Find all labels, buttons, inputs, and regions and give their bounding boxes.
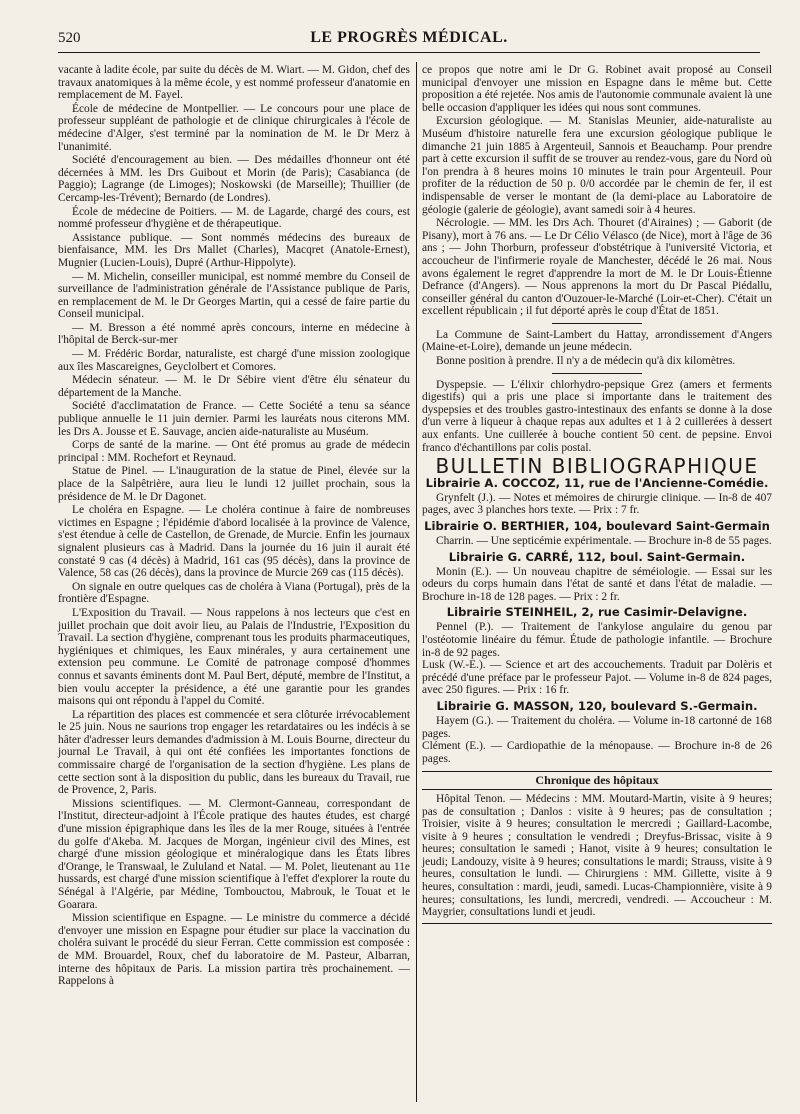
bulletin-title: BULLETIN BIBLIOGRAPHIQUE [435, 454, 759, 479]
chronicle-text: Hôpital Tenon. — Médecins : MM. Moutard-Martin, visite à 9 heures; pas de consultation ; Danlos : visite à 9 heures; pas de consultation ; Troisier, visite à 9 heures; consultation le mercredi ; Gaillard-Lacombe, visite à 9 heures ; consultation le vendredi ; Dreyfus-Brissac, visite à 9 heures; consultation le samedi ; Hanot, visite à 9 heures; consultation le jeudi; Landouzy, visite à 9 heures; consultations le mardi; Strauss, visite à 9 heures, consultation le lundi. — Chirurgiens : MM. Gillette, visite à 9 heures, consultation : mardi, jeudi, samedi. Lucas-Championnière, visite à 9 heures; consultations, les lundi, mercredi, vendredi. — Accoucheur : M. Maygrier, consultations lundi et jeudi. [422, 792, 772, 919]
paragraph: Le choléra en Espagne. — Le choléra continue à faire de nombreuses victimes en Espagne ; l'épidémie d'abord localisée à la province de Valence, s'est étendue à celle de Castellon, de Grenade, de Murcie. Enfin les journaux signalent plusieurs cas à Madrid. Dans la journée du 16 juin il aurait été constaté 9 cas (4 décès) à Madrid, 161 cas (95 décès), dans la province de Valence, 58 cas (26 décès), dans la province de Murcie 269 cas (115 décès). [58, 504, 410, 580]
paragraph: Corps de santé de la marine. — Ont été promus au grade de médecin principal : MM. Rochefort et Reynaud. [58, 439, 410, 464]
column-divider [416, 62, 417, 1102]
paragraph: Société d'encouragement au bien. — Des médailles d'honneur ont été décernées à MM. les Drs Guibout et Morin (de Paris); Casabianca (de Paggio); Lagrange (de Limoges); Noskowski (de Marseille); Thuillier (de Cercamp-les-Trévent); Bernardo (de Londres). [58, 154, 410, 204]
paragraph: L'Exposition du Travail. — Nous rappelons à nos lecteurs que c'est en juillet prochain que doit avoir lieu, au Palais de l'Industrie, l'Exposition du Travail. La section d'hygiène, comprenant tous les produits pharmaceutiques, hygiéniques et chimiques, les Eaux minérales, y aura certainement une extension peu commune. Le Comité de patronage composé d'hommes connus et savants éminents dont M. Paul Bert, député, membre de l'Institut, a bien voulu accepter la présidence, a été une garantie pour les grandes maisons qui ont répondu à l'appel du Comité. [58, 606, 410, 708]
page-header [58, 28, 760, 53]
page-number: 520 [58, 30, 81, 46]
advertisement: Dyspepsie. — L'élixir chlorhydro-pepsique Grez (amers et ferments digestifs) qui a pris une place si importante dans le traitement des dyspepsies et des troubles gastro-intestinaux des enfants se donne à la dose d'un verre à liqueur à chaque repas aux adultes et 1 à 2 cuillerées à dessert aux enfants. Une cuillerée à bouche contient 50 cent. de pepsine. Envoi franco d'échantillons par colis postal. [422, 378, 772, 454]
paragraph: Nécrologie. — MM. les Drs Ach. Thouret (d'Airaines) ; — Gaborit (de Pisany), mort à 76 ans. — Le Dr Célio Vélasco (de Nice), mort à l'âge de 36 ans ; — John Thorburn, professeur d'obstétrique à l'université Victoria, et accoucheur de l'infirmerie royale de Manchester, décédé le 26 mai. Nous avons également le regret d'apprendre la mort de M. le Dr Louis-Étienne Defrance (d'Angers). — Nous apprenons la mort du Dr Pascal Piédallu, conseiller général du canton d'Ouzouer-le-Marché (Loir-et-Cher). C'était un excellent républicain ; il fut déporté après le coup d'État de 1851. [422, 217, 772, 318]
book-entry: Grynfelt (J.). — Notes et mémoires de chirurgie clinique. — In-8 de 407 pages, avec 3 planches hors texte. — Prix : 7 fr. [422, 491, 772, 517]
paragraph: ce propos que notre ami le Dr G. Robinet avait proposé au Conseil municipal d'envoyer une mission en Espagne dans le même but. Cette proposition a été rejetée. Nos amis de l'autonomie communale avaient là une belle occasion d'appliquer les idées qui nous sont communes. [422, 64, 772, 114]
publisher-heading: Librairie G. MASSON, 120, boulevard S.-Germain. [436, 698, 758, 713]
paragraph: Société d'acclimatation de France. — Cette Société a tenu sa séance publique annuelle le 11 juin dernier. Parmi les lauréats nous citerons MM. les Drs A. Jousse et E. Sauvage, ancien aide-naturaliste au Muséum. [58, 400, 410, 438]
publisher-heading: Librairie O. BERTHIER, 104, boulevard Saint-Germain [424, 519, 770, 533]
book-entry: Monin (E.). — Un nouveau chapitre de séméiologie. — Essai sur les odeurs du corps humain dans l'état de santé et dans l'état de maladie. — Brochure in-18 de 128 pages. — Prix : 2 fr. [422, 565, 772, 603]
paragraph: Assistance publique. — Sont nommés médecins des bureaux de bienfaisance, MM. les Drs Mallet (Charles), Macqret (Anatole-Ernest), Mugnier (Lucien-Louis), Dupré (Arthur-Hippolyte). [58, 231, 410, 269]
paragraph: — M. Michelin, conseiller municipal, est nommé membre du Conseil de surveillance de l'administration générale de l'Assistance publique de Paris, en remplacement de M. le Dr Georges Martin, qui a cessé de faire partie du Conseil municipal. [58, 270, 410, 321]
publisher-heading: Librairie A. COCCOZ, 11, rue de l'Ancienne-Comédie. [425, 475, 769, 490]
book-entry: Charrin. — Une septicémie expérimentale. — Brochure in-8 de 55 pages. [436, 535, 772, 547]
section-rule [422, 923, 772, 924]
paragraph: La Commune de Saint-Lambert du Hattay, arrondissement d'Angers (Maine-et-Loire), demande un jeune médecin. [422, 328, 772, 354]
paragraph: Médecin sénateur. — M. le Dr Sébire vient d'être élu sénateur du département de la Manche. [58, 374, 410, 399]
paragraph: Bonne position à prendre. Il n'y a de médecin qu'à dix kilomètres. [436, 355, 736, 368]
paragraph: Mission scientifique en Espagne. — Le ministre du commerce a décidé d'envoyer une mission en Espagne pour étudier sur place la vaccination du choléra suivant le procédé du sieur Ferran. Cette commission est composée : de MM. Brouardel, Roux, chef du laboratoire de M. Pasteur, Albarran, interne des hôpitaux de Paris. La mission partira très prochainement. — Rappelons à [58, 912, 410, 988]
paragraph: Excursion géologique. — M. Stanislas Meunier, aide-naturaliste au Muséum d'histoire naturelle fera une excursion géologique publique le dimanche 21 juin 1885 à Argenteuil, Sannois et Beauchamp. Pour prendre part à cette excursion il suffit de se trouver au rendez-vous, gare du Nord où l'on prendra à 8 heures moins 10 minutes le train pour Argenteuil. Pour profiter de la réduction de 50 p. 0/0 accordée par le chemin de fer, il est indispensable de verser le montant de (la demi-place au Laboratoire de géologie (galerie de géologie), avant samedi soir à 4 heures. [422, 115, 772, 216]
paragraph: La répartition des places est commencée et sera clôturée irrévocablement le 25 juin. Nous ne saurions trop engager les retardataires ou les indécis à se hâter d'adresser leurs demandes d'admission à M. Louis Bourne, directeur du journal Le Travail, à qui ont été confiées les importantes fonctions de commissaire chargé de l'organisation de la section d'hygiène. Les plans de cette section sont à la disposition du public, dans les bureaux du Travail, rue de Provence, 2, Paris. [58, 708, 410, 797]
paragraph: Missions scientifiques. — M. Clermont-Ganneau, correspondant de l'Institut, directeur-adjoint à l'École pratique des hautes études, est chargé d'une mission épigraphique dans les îles de la mer Rouge, situées à l'entrée du golfe d'Akeba. M. Jacques de Morgan, ingénieur civil des Mines, est chargé d'une mission géologique et minéralogique dans les États libres d'Orange, le Transwaal, le Zululand et Natal. — M. Polet, lieutenant au 11e hussards, est chargé d'une mission scientifique à l'effet d'explorer la route du Sénégal à l'Algérie, par Médine, Tombouctou, Mabrouk, le Touat et le Goarara. [58, 797, 410, 911]
paragraph: Statue de Pinel. — L'inauguration de la statue de Pinel, élevée sur la place de la Salpêtrière, aura lieu le lundi 12 juillet prochain, sous la présidence de M. le Dr Dagonet. [58, 465, 410, 503]
paragraph: — M. Frédéric Bordar, naturaliste, est chargé d'une mission zoologique aux îles Mascareignes, Geyclolbert et Comores. [58, 348, 410, 373]
publisher-heading: Librairie G. CARRÉ, 112, boul. Saint-Germain. [448, 549, 746, 564]
publisher-heading: Librairie STEINHEIL, 2, rue Casimir-Delavigne. [446, 605, 748, 620]
section-rule [552, 373, 642, 374]
paragraph: École de médecine de Montpellier. — Le concours pour une place de professeur suppléant de pathologie et de clinique chirurgicales à l'école de médecine d'Alger, s'est terminé par la nomination de M. le Dr Merz à l'unanimité. [58, 102, 410, 153]
right-column [422, 64, 772, 924]
left-column [58, 64, 410, 989]
section-rule [552, 323, 642, 324]
book-entry: Pennel (P.). — Traitement de l'ankylose angulaire du genou par l'ostéotomie linéaire du fémur. Étude de pathologie infantile. — Brochure in-8 de 92 pages. Lusk (W.-E.). — Science et art des accouchements. Traduit par Dolèris et précédé d'une préface par le professeur Pajot. — Volume in-8 de 824 pages, avec 250 figures. — Prix : 16 fr. [422, 621, 772, 697]
book-entry: Hayem (G.). — Traitement du choléra. — Volume in-18 cartonné de 168 pages. Clément (E.). — Cardiopathie de la ménopause. — Brochure in-8 de 26 pages. [422, 714, 772, 765]
paragraph: École de médecine de Poitiers. — M. de Lagarde, chargé des cours, est nommé professeur d'hygiène et de thérapeutique. [58, 205, 410, 231]
paragraph: vacante à ladite école, par suite du décès de M. Wiart. — M. Gidon, chef des travaux anatomiques à la même école, y est nommé professeur d'anatomie en remplacement de M. Fayel. [58, 64, 410, 102]
chronicle-heading: Chronique des hôpitaux [422, 771, 772, 790]
paragraph: — M. Bresson a été nommé après concours, interne en médecine à l'hôpital de Berck-sur-mer [58, 321, 410, 347]
journal-title: LE PROGRÈS MÉDICAL. [310, 29, 508, 46]
paragraph: On signale en outre quelques cas de choléra à Viana (Portugal), près de la frontière d'Espagne. [58, 580, 410, 606]
